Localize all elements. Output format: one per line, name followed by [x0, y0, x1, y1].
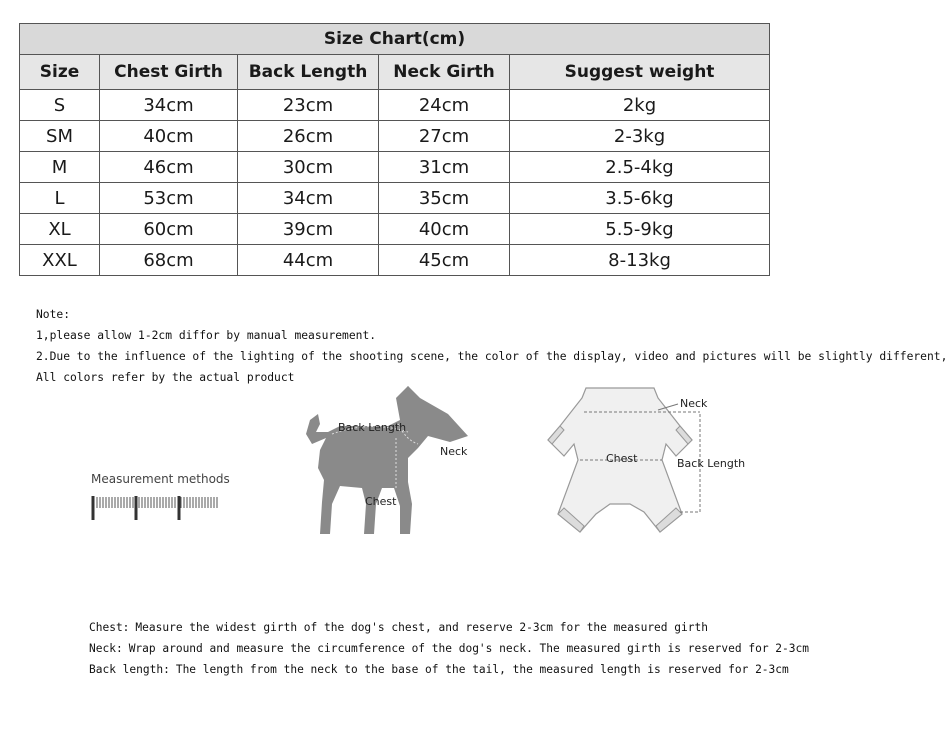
size-chart-table [19, 23, 770, 276]
cell-chest: 34cm [100, 90, 238, 121]
dog-silhouette-icon [300, 384, 480, 544]
table-row [20, 90, 770, 121]
table-row [20, 214, 770, 245]
garment-back-length-label: Back Length [677, 457, 746, 470]
definition-back-length [89, 659, 809, 680]
header-suggest-weight: Suggest weight [510, 55, 770, 90]
cell-neck: 27cm [379, 121, 510, 152]
cell-weight: 5.5-9kg [510, 214, 770, 245]
definition-term: Neck: [89, 642, 123, 655]
definition-text: Measure the widest girth of the dog's chest, and reserve 2-3cm for the measured girth [135, 621, 708, 634]
cell-weight: 2.5-4kg [510, 152, 770, 183]
cell-chest: 68cm [100, 245, 238, 276]
cell-size: M [20, 152, 100, 183]
header-neck-girth: Neck Girth [379, 55, 510, 90]
cell-size: XXL [20, 245, 100, 276]
cell-size: L [20, 183, 100, 214]
header-back-length: Back Length [238, 55, 379, 90]
definition-text: Wrap around and measure the circumference of the dog's neck. The measured girth is reserved for 2-3cm [128, 642, 809, 655]
table-row [20, 121, 770, 152]
cell-neck: 40cm [379, 214, 510, 245]
note-line: All colors refer by the actual product [36, 371, 295, 384]
dog-neck-label: Neck [440, 445, 468, 458]
dog-back-length-label: Back Length [338, 421, 407, 434]
cell-chest: 46cm [100, 152, 238, 183]
cell-back: 26cm [238, 121, 379, 152]
note-line: 1,please allow 1-2cm diffor by manual measurement. [36, 329, 377, 342]
cell-neck: 35cm [379, 183, 510, 214]
cell-size: S [20, 90, 100, 121]
definition-term: Back length: [89, 663, 170, 676]
notes-block [36, 304, 947, 388]
garment-neck-label: Neck [680, 397, 708, 410]
definition-text: The length from the neck to the base of the tail, the measured length is reserved for 2-3cm [175, 663, 789, 676]
table-header-row [20, 55, 770, 90]
cell-chest: 53cm [100, 183, 238, 214]
header-size: Size [20, 55, 100, 90]
cell-chest: 60cm [100, 214, 238, 245]
definition-neck [89, 638, 809, 659]
ruler-icon [90, 494, 220, 522]
definitions-block [89, 617, 809, 680]
definition-chest [89, 617, 809, 638]
dog-chest-label: Chest [365, 495, 397, 508]
cell-size: SM [20, 121, 100, 152]
table-row [20, 245, 770, 276]
cell-weight: 2-3kg [510, 121, 770, 152]
cell-neck: 45cm [379, 245, 510, 276]
cell-back: 30cm [238, 152, 379, 183]
cell-neck: 31cm [379, 152, 510, 183]
cell-chest: 40cm [100, 121, 238, 152]
table-row [20, 183, 770, 214]
definition-term: Chest: [89, 621, 130, 634]
header-chest-girth: Chest Girth [100, 55, 238, 90]
size-chart-title: Size Chart(cm) [20, 24, 770, 55]
cell-back: 23cm [238, 90, 379, 121]
note-heading: Note: [36, 308, 71, 321]
cell-back: 44cm [238, 245, 379, 276]
cell-size: XL [20, 214, 100, 245]
cell-weight: 3.5-6kg [510, 183, 770, 214]
cell-weight: 8-13kg [510, 245, 770, 276]
measurement-methods-label: Measurement methods [91, 472, 230, 486]
note-line: 2.Due to the influence of the lighting of the shooting scene, the color of the display, video and pictures will be slightly different, [36, 350, 947, 363]
table-row [20, 152, 770, 183]
garment-chest-label: Chest [606, 452, 638, 465]
cell-neck: 24cm [379, 90, 510, 121]
cell-back: 34cm [238, 183, 379, 214]
cell-weight: 2kg [510, 90, 770, 121]
cell-back: 39cm [238, 214, 379, 245]
